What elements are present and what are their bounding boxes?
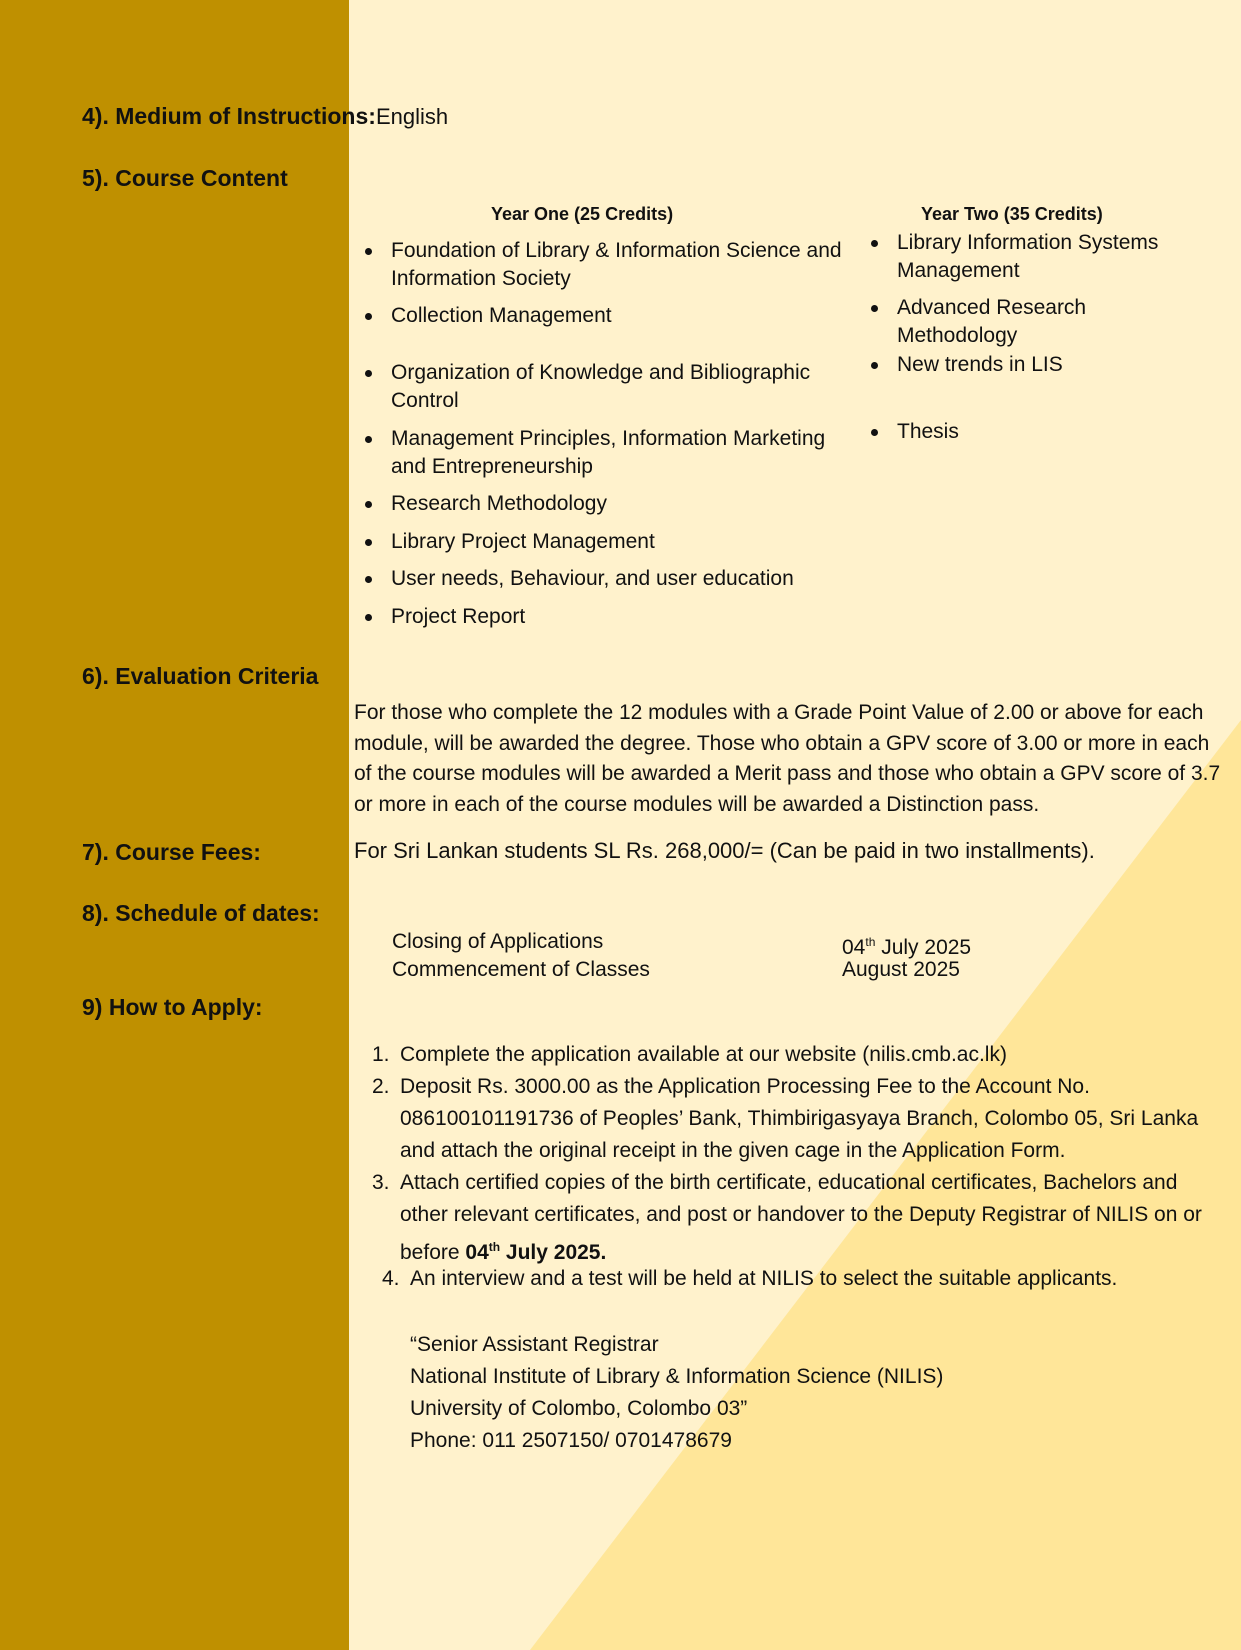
apply-heading: 9) How to Apply: xyxy=(82,994,263,1020)
fees-text: For Sri Lankan students SL Rs. 268,000/= (Can be paid in two installments). xyxy=(354,838,1095,863)
list-item: Foundation of Library & Information Science and Information Society xyxy=(391,237,851,293)
medium-heading: 4). Medium of Instructions: xyxy=(82,103,376,129)
step-text: Complete the application available at our website (nilis.cmb.ac.lk) xyxy=(400,1043,1007,1066)
step-text: Attach certified copies of the birth certificate, educational certificates, Bachelors and xyxy=(400,1171,1178,1194)
step-text: 086100101191736 of Peoples’ Bank, Thimbirigasyaya Branch, Colombo 05, Sri Lanka xyxy=(400,1107,1199,1130)
address-line: University of Colombo, Colombo 03” xyxy=(410,1397,748,1420)
address-line: “Senior Assistant Registrar xyxy=(410,1333,659,1356)
schedule-label-closing: Closing of Applications xyxy=(392,930,604,953)
evaluation-text: For those who complete the 12 modules with a Grade Point Value of 2.00 or above for each module, will be awarded the degree. Those who obtain a GPV score of 3.00 or more in each of the course modules will be awarded a Merit pass and those who obtain a GPV score of 3.7 or more in each of the course modules will be awarded a Distinction pass. xyxy=(354,701,1221,816)
schedule-heading: 8). Schedule of dates: xyxy=(82,900,320,926)
evaluation-heading: 6). Evaluation Criteria xyxy=(82,663,319,689)
course-content-heading: 5). Course Content xyxy=(82,165,288,191)
schedule-date-commencement: August 2025 xyxy=(842,958,960,981)
year-one-title: Year One (25 Credits) xyxy=(491,204,674,224)
step-text: Deposit Rs. 3000.00 as the Application Processing Fee to the Account No. xyxy=(400,1075,1090,1098)
address-line: National Institute of Library & Information Science (NILIS) xyxy=(410,1365,944,1388)
year-two-title: Year Two (35 Credits) xyxy=(921,204,1103,224)
medium-value: English xyxy=(376,104,449,129)
list-item: Project Report xyxy=(391,603,851,631)
step-text-deadline: before 04th July 2025. xyxy=(400,1240,607,1264)
phone-line: Phone: 011 2507150/ 0701478679 xyxy=(410,1429,732,1452)
fees-heading: 7). Course Fees: xyxy=(82,839,261,865)
list-item: New trends in LIS xyxy=(897,351,1197,379)
step-text: other relevant certificates, and post or handover to the Deputy Registrar of NILIS on or xyxy=(400,1203,1202,1226)
list-item: Advanced Research Methodology xyxy=(897,294,1197,350)
list-item: Organization of Knowledge and Bibliographic Control xyxy=(391,359,851,415)
step-text: and attach the original receipt in the given cage in the Application Form. xyxy=(400,1139,1066,1162)
list-item: Thesis xyxy=(897,418,1197,446)
step-number: 3. xyxy=(372,1171,390,1194)
step-number: 1. xyxy=(372,1043,390,1066)
list-item: Collection Management xyxy=(391,302,851,330)
list-item: User needs, Behaviour, and user education xyxy=(391,565,851,593)
schedule-label-commencement: Commencement of Classes xyxy=(392,958,650,981)
list-item: Library Information Systems Management xyxy=(897,229,1197,285)
list-item: Library Project Management xyxy=(391,528,851,556)
step-number: 4. xyxy=(382,1267,400,1290)
list-item: Research Methodology xyxy=(391,490,851,518)
step-number: 2. xyxy=(372,1075,390,1098)
list-item: Management Principles, Information Marketing and Entrepreneurship xyxy=(391,425,851,481)
schedule-date-closing: 04th July 2025 xyxy=(842,935,972,959)
step-text: An interview and a test will be held at NILIS to select the suitable applicants. xyxy=(410,1267,1118,1290)
